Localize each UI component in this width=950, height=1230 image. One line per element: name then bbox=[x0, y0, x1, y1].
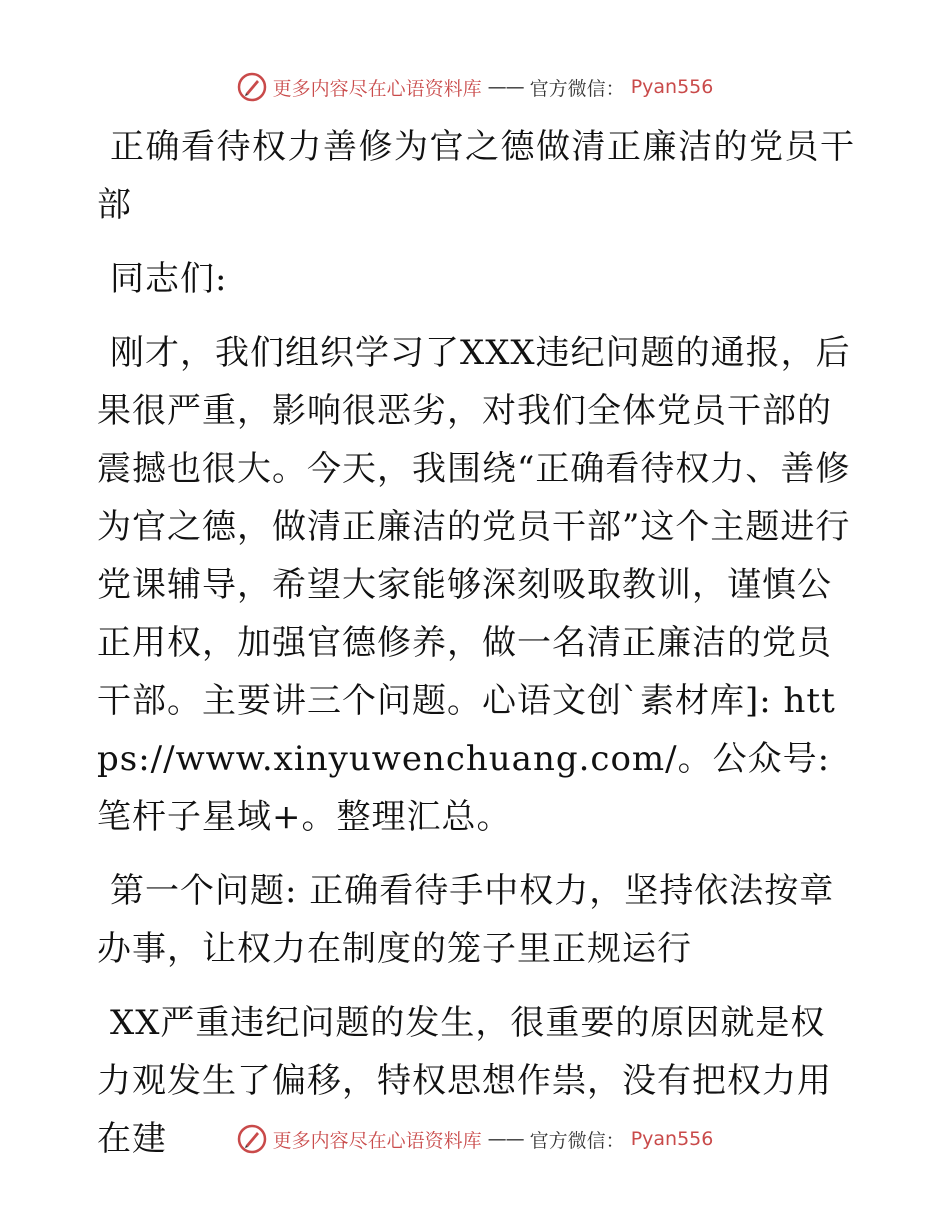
document-title: 正确看待权力善修为官之德做清正廉洁的党员干部 bbox=[97, 127, 856, 225]
quill-pen-logo-icon bbox=[237, 72, 267, 102]
paragraph-section-1: XX严重违纪问题的发生，很重要的原因就是权力观发生了偏移，特权思想作祟，没有把权力用在建 bbox=[97, 1003, 832, 1159]
watermark-dash: —— bbox=[487, 1128, 524, 1150]
watermark-wechat-id: Pyan556 bbox=[630, 76, 714, 98]
salutation: 同志们: bbox=[110, 259, 228, 299]
quill-pen-logo-icon bbox=[237, 1124, 267, 1154]
header-watermark bbox=[0, 72, 950, 102]
watermark-wechat-id: Pyan556 bbox=[630, 1128, 714, 1150]
document-body bbox=[97, 118, 857, 1184]
watermark-wechat-label: 官方微信： bbox=[529, 1129, 625, 1152]
section-heading-1: 第一个问题: 正确看待手中权力，坚持依法按章办事，让权力在制度的笼子里正规运行 bbox=[97, 871, 835, 969]
footer-watermark bbox=[0, 1124, 950, 1154]
watermark-wechat-label: 官方微信： bbox=[529, 77, 625, 100]
watermark-site-text: 更多内容尽在心语资料库 bbox=[272, 77, 482, 100]
paragraph-intro: 刚才，我们组织学习了XXX违纪问题的通报，后果很严重，影响很恶劣，对我们全体党员干部的震撼也很大。今天，我围绕“正确看待权力、善修为官之德，做清正廉洁的党员干部”这个主题进行党课辅导，希望大家能够深刻吸取教训，谨慎公正用权，加强官德修养，做一名清正廉洁的党员干部。主要讲三个问题。心语文创`素材库]: https://www.xinyuwenchuang.com/。公众号: 笔杆子星域+。整理汇总。 bbox=[97, 333, 851, 837]
watermark-site-text: 更多内容尽在心语资料库 bbox=[272, 1129, 482, 1152]
watermark-dash: —— bbox=[487, 76, 524, 98]
